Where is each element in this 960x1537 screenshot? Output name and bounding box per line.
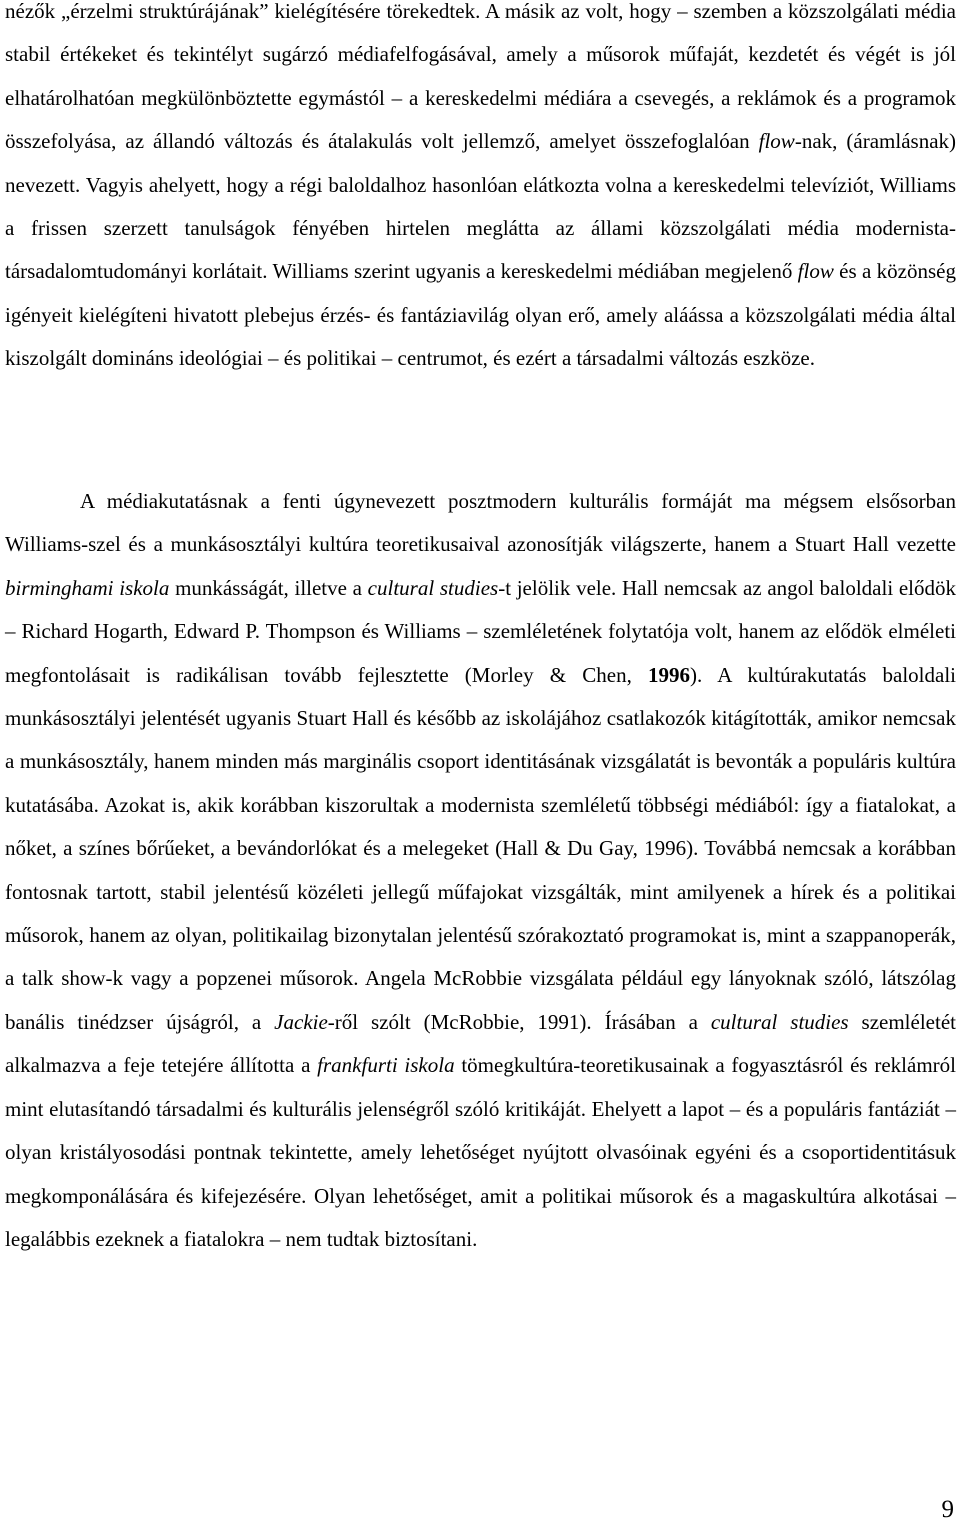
text-run: ). A kultúrakutatás baloldali munkásosztályi jelentését ugyanis Stuart Hall és később az iskolájához csatlakozók kitágították, amikor nemcsak a munkásosztály, hanem minden más marginális csoport identitásának vizsgálatát is bevonták a populáris kultúra kutatásába. Azokat is, akik korábban kiszorultak a modernista szemléletű többségi médiából: így a fiatalokat, a nőket, a színes bőrűeket, a bevándorlókat és a melegeket (Hall & Du Gay, 1996). Továbbá nemcsak a korábban fontosnak tartott, stabil jelentésű közéleti jellegű műfajokat vizsgálták, mint amilyenek a hírek és a politikai műsorok, hanem az olyan, politikailag bizonytalan jelentésű szórakoztató programokat is, mint a szappanoperák, a talk show-k vagy a popzenei műsorok. Angela McRobbie vizsgálata például egy lányoknak szóló, látszólag banális tinédzser újságról, a: [5, 662, 956, 1034]
bold-text: 1996: [648, 662, 690, 687]
italic-term: frankfurti iskola: [317, 1053, 455, 1078]
text-run: -t jelölik vele. Hall nemcsak az angol baloldali elődök – Richard Hogarth, Edward P. Thompson és Williams – szemléletének folytatója volt, hanem az elődök elméleti megfontolásait is radikálisan tovább fejlesztette (Morley & Chen,: [5, 575, 956, 687]
italic-term: flow: [758, 129, 795, 154]
text-run: és a közönség igényeit kielégíteni hivatott plebejus érzés- és fantáziavilág olyan erő, amely aláássa a közszolgálati média által kiszolgált domináns ideológiai – és politikai – centrumot, és ezért a társadalmi változás eszköze.: [5, 259, 956, 371]
italic-term: flow: [797, 259, 834, 284]
italic-term: cultural studies: [710, 1009, 849, 1034]
text-run: -nak, (áramlásnak) nevezett. Vagyis ahelyett, hogy a régi baloldalhoz hasonlóan elátkozta volna a kereskedelmi televíziót, Williams a frissen szerzett tanulságok fényében hirtelen meglátta az állami közszolgálati média modernista-társadalomtudományi korlátait. Williams szerint ugyanis a kereskedelmi médiában megjelenő: [5, 129, 957, 284]
page-number: 9: [941, 1496, 954, 1523]
text-run: -ről szólt (McRobbie, 1991). Írásában a: [327, 1009, 711, 1034]
text-run: szemléletét alkalmazva a feje tetejére állította a: [5, 1009, 956, 1078]
text-run: tömegkultúra-teoretikusainak a fogyasztásról és reklámról mint elutasítandó társadalmi és kulturális jelenségről szóló kritikáját. Ehelyett a lapot – és a populáris fantáziát – olyan kristályosodási pontnak tekintette, amely lehetőséget nyújtott olvasóinak egyéni és a csoportidentitásuk megkomponálására és kifejezésére. Olyan lehetőséget, amit a politikai műsorok és a magaskultúra alkotásai – legalábbis ezeknek a fiatalokra – nem tudtak biztosítani.: [5, 1053, 956, 1251]
italic-term: birminghami iskola: [5, 575, 170, 600]
text-run: A médiakutatásnak a fenti úgynevezett posztmodern kulturális formáját ma mégsem elsősorban Williams-szel és a munkásosztályi kultúra teoretikusaival azonosítják világszerte, hanem a Stuart Hall vezette: [5, 489, 956, 557]
text-run: munkásságát, illetve a: [169, 575, 368, 600]
body-paragraph-1: [5, 0, 956, 381]
body-paragraph-2: [5, 480, 956, 1261]
italic-term: cultural studies: [367, 575, 499, 600]
italic-term: Jackie: [274, 1009, 328, 1034]
text-run: nézők „érzelmi struktúrájának” kielégítésére törekedtek. A másik az volt, hogy – szemben a közszolgálati média stabil értékeket és tekintélyt sugárzó médiafelfogásával, amely a műsorok műfaját, kezdetét és végét is jól elhatárolhatóan megkülönböztette egymástól – a kereskedelmi médiára a csevegés, a reklámok és a programok összefolyása, az állandó változás és átalakulás volt jellemző, amelyet összefoglalóan: [5, 0, 956, 154]
